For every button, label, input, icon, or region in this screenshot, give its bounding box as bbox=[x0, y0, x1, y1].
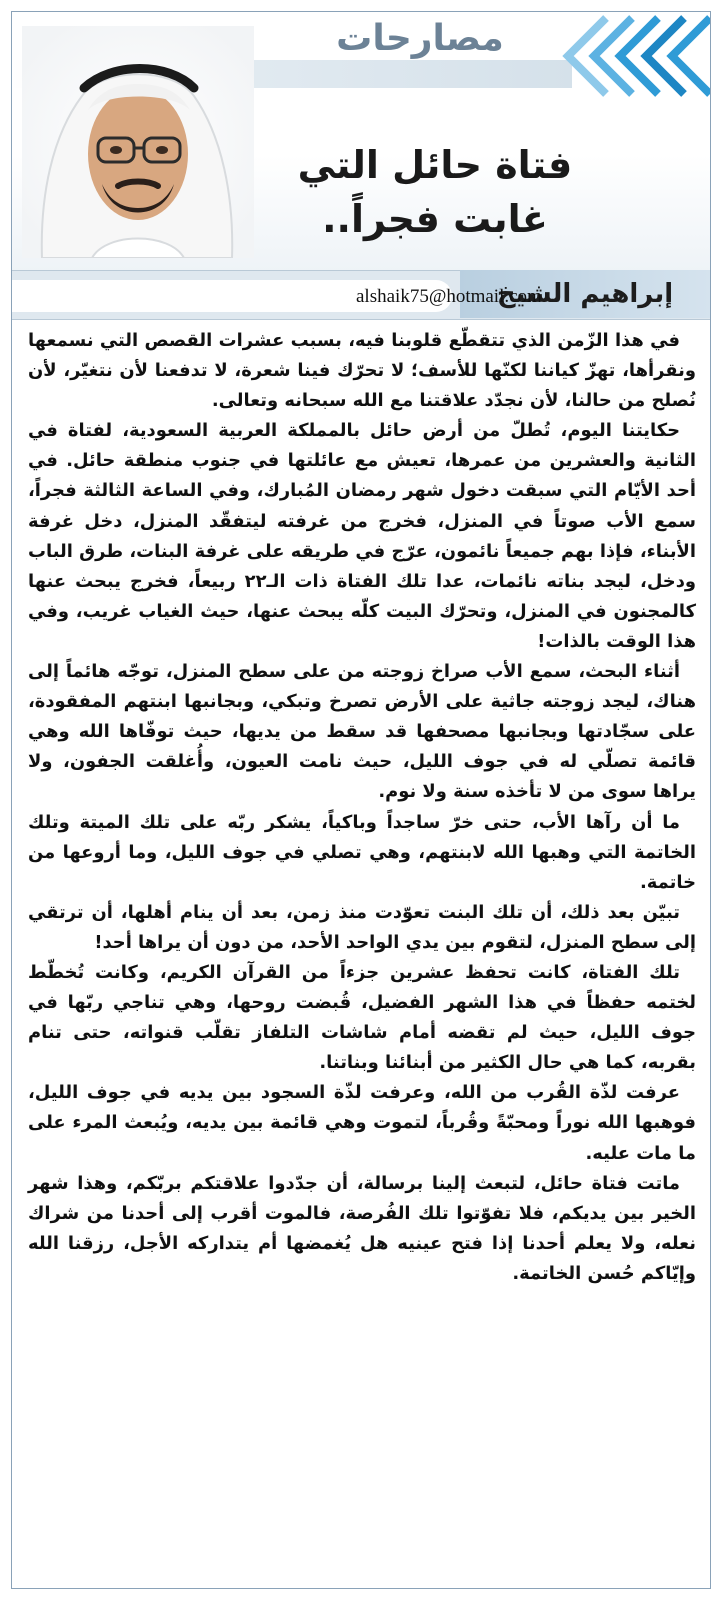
article-title bbox=[270, 138, 600, 258]
column-name: مصارحات bbox=[336, 18, 504, 59]
title-line-2: غابت فجراً.. bbox=[322, 197, 548, 241]
paragraph: في هذا الزّمن الذي تتقطّع قلوبنا فيه، بسبب عشرات القصص التي نسمعها ونقرأها، تهزّ كياننا لكنّها للأسف؛ لا تحرّك فينا شعرة، لا تدفعنا لأن نتغيّر، لأن نُصلح من حالنا، لأن نجدّد علاقتنا مع الله سبحانه وتعالى. bbox=[28, 330, 696, 412]
author-email[interactable]: alshaik75@hotmail.com bbox=[356, 286, 542, 307]
paragraph: أثناء البحث، سمع الأب صراخ زوجته من على سطح المنزل، توجّه هائماً إلى هناك، ليجد زوجته جاثية على الأرض تصرخ وتبكي، وبجانبها ابنتهم المفقودة، على سجّادتها وبجانبها مصحفها قد سقط من يديها، حيث توفّاها الله وهي قائمة تصلّي له في جوف الليل، حيث نامت العيون، وأُغلقت الجفون، ولا يراها سوى من لا تأخذه سنة ولا نوم. bbox=[28, 661, 696, 803]
chevron-decoration-icon bbox=[546, 14, 710, 98]
author-portrait bbox=[22, 26, 254, 258]
paragraph: تلك الفتاة، كانت تحفظ عشرين جزءاً من القرآن الكريم، وكانت تُخطّط لختمه حفظاً في هذا الشهر الفضيل، قُبضت روحها، وهي تناجي ربّها في جوف الليل، حيث لم تقضه أمام شاشات التلفاز تقلّب قنواته، حتى تنام بقربه، كما هي حال الكثير من أبنائنا وبناتنا. bbox=[28, 961, 696, 1074]
title-line-1: فتاة حائل التي bbox=[297, 143, 573, 187]
paragraph: ماتت فتاة حائل، لتبعث إلينا برسالة، أن جدّدوا علاقتكم بربّكم، وهذا شهر الخير بين يديكم، فلا تفوّتوا تلك الفُرصة، فالموت أقرب إلى أحدنا من شراك نعله، ولا يعلم أحدنا إذا فتح عينيه هل يُغمضها أم يتداركه الأجل، رزقنا الله وإيّاكم حُسن الخاتمة. bbox=[28, 1172, 696, 1284]
paragraph: تبيّن بعد ذلك، أن تلك البنت تعوّدت منذ زمن، بعد أن ينام أهلها، أن ترتقي إلى سطح المنزل، لتقوم بين يدي الواحد الأحد، من دون أن يراها أحد! bbox=[28, 901, 696, 953]
paragraph: ما أن رآها الأب، حتى خرّ ساجداً وباكياً، يشكر ربّه على تلك الميتة وتلك الخاتمة التي وهبها الله لابنتهم، وهي تصلي في جوف الليل، وما أروعها من خاتمة. bbox=[28, 811, 696, 893]
paragraph: حكايتنا اليوم، تُطلّ من أرض حائل بالمملكة العربية السعودية، لفتاة في الثانية والعشرين من عمرها، تعيش مع عائلتها في جنوب منطقة حائل. في أحد الأيّام التي سبقت دخول شهر رمضان المُبارك، وفي الساعة الثالثة فجراً، سمع الأب صوتاً في المنزل، فخرج من غرفته ليتفقّد المنزل، دخل غرفة الأبناء، فإذا بهم جميعاً نائمون، عرّج في طريقه على غرفة البنات، طرق الباب ودخل، ليجد بناته نائمات، عدا تلك الفتاة ذات الـ٢٢ ربيعاً، فخرج يبحث عنها كالمجنون في المنزل، وتحرّك البيت كلّه يبحث عنها، حيث الغياب غريب، وفي هذا الوقت بالذات! bbox=[28, 420, 696, 652]
paragraph: عرفت لذّة القُرب من الله، وعرفت لذّة السجود بين يديه في جوف الليل، فوهبها الله نوراً ومحبّةً وقُرباً، لتموت وهي قائمة بين يديه، ويُبعث المرء على ما مات عليه. bbox=[28, 1082, 696, 1164]
article-body bbox=[28, 326, 696, 1586]
author-name: إبراهيم الشيخ bbox=[496, 279, 674, 309]
